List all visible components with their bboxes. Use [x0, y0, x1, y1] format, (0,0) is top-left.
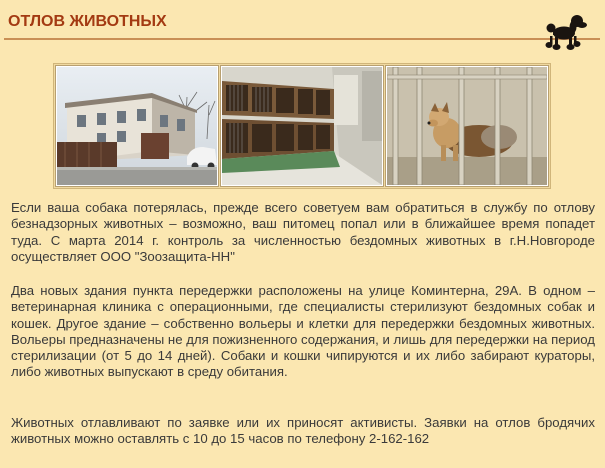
- page-header: [0, 0, 605, 46]
- page-title: ОТЛОВ ЖИВОТНЫХ: [8, 13, 167, 30]
- kennel-cages-photo-icon[interactable]: [221, 66, 383, 186]
- poodle-dog-icon: [540, 12, 590, 54]
- intro-paragraph: Если ваша собака потерялась, прежде всего советуем вам обратиться в службу по отлову безнадзорных животных – возможно, ваш питомец попал или в ближайшее время попадет туда. С марта 2014 г. контроль за численностью бездомных животных в г.Н.Новгороде осуществляет ООО "Зоозащита-НН": [11, 200, 595, 264]
- facility-paragraph: Два новых здания пункта передержки расположены на улице Коминтерна, 29А. В одном – ветеринарная клиника с операционными, где специалисты стерилизуют бездомных собак и кошек. Другое здание – собственно вольеры и клетки для передержки бездомных животных. Вольеры предназначены не для пожизненного содержания, и лишь для передержки на период стерилизации (от 5 до 14 дней). Собаки и кошки чипируются и их либо забирают кураторы, либо животных выпускают в среду обитания.: [11, 283, 595, 380]
- contact-paragraph: Животных отлавливают по заявке или их приносят активисты. Заявки на отлов бродячих животных можно оставлять с 10 до 15 часов по телефону 2-162-162: [11, 415, 595, 447]
- photo-gallery: [53, 63, 551, 189]
- building-photo-icon[interactable]: [56, 66, 218, 186]
- header-divider: [4, 38, 600, 40]
- dog-in-cage-photo-icon[interactable]: [386, 66, 548, 186]
